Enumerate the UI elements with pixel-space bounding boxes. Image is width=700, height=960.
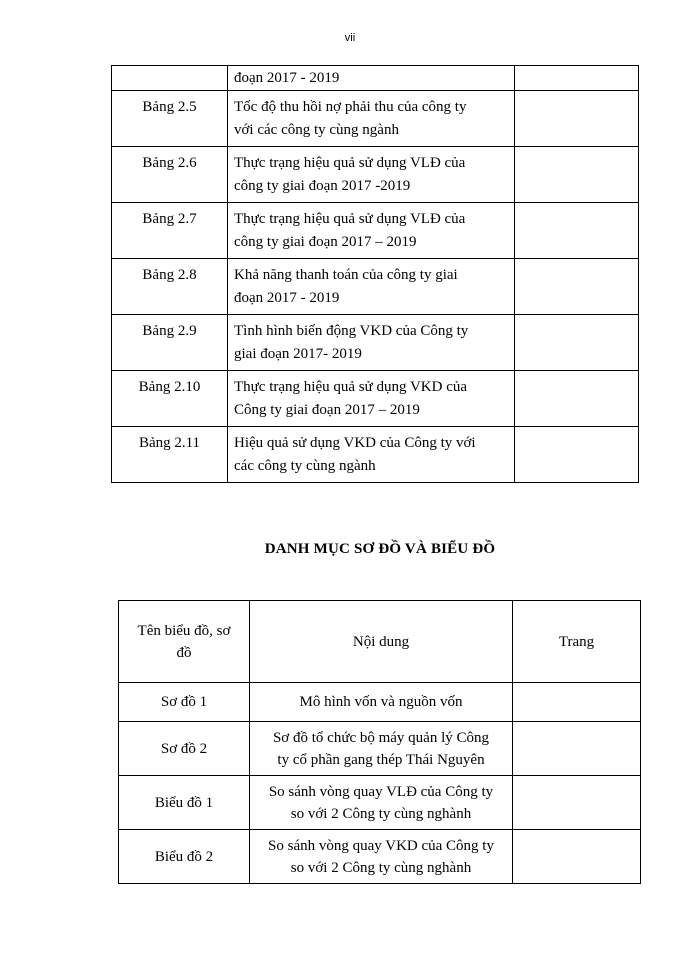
table-page-cell (515, 371, 639, 427)
table-row (112, 371, 639, 427)
table-title-cell (228, 91, 515, 147)
page-number: vii (344, 32, 356, 44)
table-row (112, 427, 639, 483)
table-title-line: đoạn 2017 - 2019 (234, 290, 340, 306)
diagram-content-line: So sánh vòng quay VLĐ của Công ty (268, 783, 494, 800)
header-name-line: đồ (176, 644, 192, 661)
table-title-line: Tốc độ thu hồi nợ phải thu của công ty (234, 99, 467, 115)
table-row (112, 259, 639, 315)
diagram-content-cell (250, 683, 513, 722)
diagram-page-cell (513, 776, 641, 830)
table-page-cell (515, 91, 639, 147)
table-row (119, 722, 641, 776)
table-id-cell (112, 66, 228, 91)
table-title-cell (228, 371, 515, 427)
table-title-cell (228, 259, 515, 315)
table-title-line: giai đoạn 2017- 2019 (234, 346, 362, 362)
diagram-page-cell (513, 722, 641, 776)
table-id-cell: Bảng 2.11 (112, 427, 228, 483)
table-page-cell (515, 66, 639, 91)
diagram-content-cell (250, 722, 513, 776)
table-title-line: công ty giai đoạn 2017 – 2019 (234, 234, 417, 250)
diagram-content-line: so với 2 Công ty cùng nghành (290, 859, 472, 876)
table-title-line: với các công ty cùng ngành (234, 122, 399, 138)
table-title-cell (228, 66, 515, 91)
diagram-content-line: Mô hình vốn và nguồn vốn (299, 694, 463, 710)
table-row (112, 91, 639, 147)
section-title: DANH MỤC SƠ ĐỒ VÀ BIỂU ĐỒ (264, 541, 496, 557)
table-header-row (119, 601, 641, 683)
table-id-cell: Bảng 2.5 (112, 91, 228, 147)
table-title-line: các công ty cùng ngành (234, 458, 376, 474)
diagram-name-cell: Biểu đồ 1 (119, 776, 250, 830)
table-title-line: Công ty giai đoạn 2017 – 2019 (234, 402, 420, 418)
diagram-content-cell (250, 776, 513, 830)
table-title-cell (228, 203, 515, 259)
table-title-line: Thực trạng hiệu quả sử dụng VKD của (234, 379, 468, 395)
table-page-cell (515, 259, 639, 315)
table-page-cell (515, 147, 639, 203)
table-title-line: Khả năng thanh toán của công ty giai (234, 267, 458, 283)
table-row (112, 66, 639, 91)
table-title-line: Thực trạng hiệu quả sử dụng VLĐ của (234, 155, 466, 171)
table-id-cell: Bảng 2.9 (112, 315, 228, 371)
header-name-line: Tên biểu đồ, sơ (137, 622, 231, 639)
table-id-cell: Bảng 2.6 (112, 147, 228, 203)
table-id-cell: Bảng 2.7 (112, 203, 228, 259)
header-name (119, 601, 250, 683)
table-row (112, 315, 639, 371)
table-title-line: Hiệu quả sử dụng VKD của Công ty với (234, 435, 476, 451)
diagram-content-line: so với 2 Công ty cùng nghành (290, 805, 472, 822)
table-title-line: Tình hình biến động VKD của Công ty (234, 323, 469, 339)
diagram-content-line: So sánh vòng quay VKD của Công ty (268, 837, 494, 854)
table-row (112, 203, 639, 259)
header-page: Trang (513, 601, 641, 683)
table-id-cell: Bảng 2.10 (112, 371, 228, 427)
table-title-cell (228, 147, 515, 203)
table-id-cell: Bảng 2.8 (112, 259, 228, 315)
header-content: Nội dung (250, 601, 513, 683)
table-page-cell (515, 203, 639, 259)
diagram-name-cell: Biểu đồ 2 (119, 830, 250, 884)
table-page-cell (515, 427, 639, 483)
table-title-line: đoạn 2017 - 2019 (234, 70, 340, 86)
tables-list (111, 65, 639, 483)
diagram-name-cell: Sơ đồ 1 (119, 683, 250, 722)
diagram-content-cell (250, 830, 513, 884)
diagram-name-cell: Sơ đồ 2 (119, 722, 250, 776)
table-page-cell (515, 315, 639, 371)
diagram-content-line: ty cổ phần gang thép Thái Nguyên (277, 751, 485, 768)
table-title-cell (228, 315, 515, 371)
table-title-cell (228, 427, 515, 483)
diagram-page-cell (513, 830, 641, 884)
table-row (119, 830, 641, 884)
table-row (119, 683, 641, 722)
table-title-line: Thực trạng hiệu quả sử dụng VLĐ của (234, 211, 466, 227)
table-title-line: công ty giai đoạn 2017 -2019 (234, 178, 411, 194)
diagram-page-cell (513, 683, 641, 722)
table-row (112, 147, 639, 203)
table-row (119, 776, 641, 830)
diagrams-table (118, 600, 641, 884)
diagram-content-line: Sơ đồ tổ chức bộ máy quản lý Công (272, 729, 490, 746)
